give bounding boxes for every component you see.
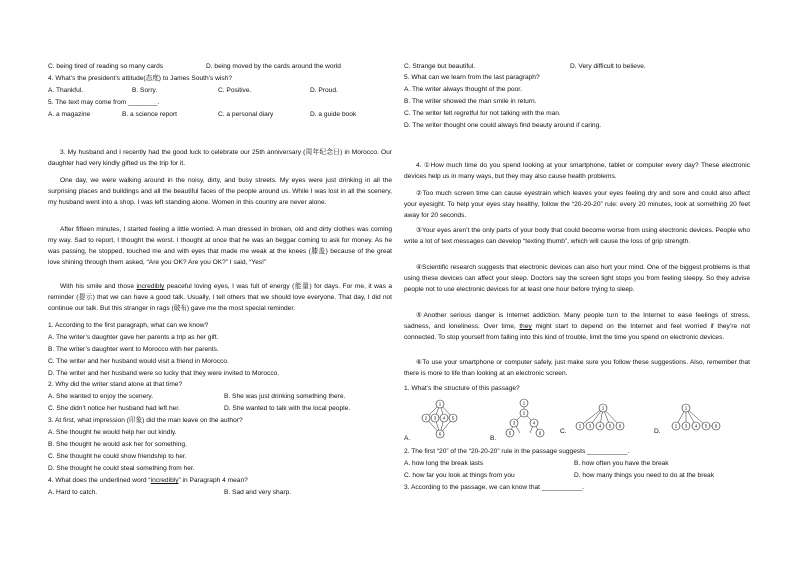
passage-paragraph: One day, we were walking around in the noisy, dirty, and busy streets. My eyes were just drinking in all the surprising places and buildings and all the beautiful faces of the people around us. While I was lost in all the scenery, my husband went into a shop. I was left standing alone. Women in this country are never alone. <box>48 177 392 206</box>
passage-paragraph: ③Your eyes aren’t the only parts of your body that could become worse from using electronic devices. People who write a lot of text messages can develop “texting thumb”, which will cause the loss of grip strength. <box>404 227 750 245</box>
passage-paragraph: 4. ①How much time do you spend looking at your smartphone, tablet or computer every day? These electronic devices help us in many ways, but they may also cause health problems. <box>404 162 750 180</box>
question-2: 2. Why did the writer stand alone at that time? <box>48 381 183 388</box>
structure-diagram-c <box>570 400 632 436</box>
option: C. Positive. <box>218 87 252 94</box>
text-span: With his smile and those <box>60 283 137 290</box>
node <box>536 429 544 437</box>
option: C. The writer felt regretful for not talking with the man. <box>404 110 561 117</box>
node <box>606 422 614 430</box>
node-label: 5 <box>451 415 455 421</box>
node-label: 4 <box>694 423 698 429</box>
node-label: 2 <box>674 423 678 429</box>
option: D. being moved by the cards around the world <box>206 63 341 70</box>
option: A. a magazine <box>48 111 91 118</box>
text-span: peaceful loving eyes, I was full of energy (能量) for days. For me, it was a reminder (提示) that we can have a good talk. Usually, I tell others that we should love everyone. That day, I did not continue our talk. But this stranger in rags (破布) gave me the most special reminder. <box>48 283 393 312</box>
passage-paragraph: 3. My husband and I recently had the good luck to celebrate our 25th anniversary (周年纪念日) in Morocco. Our daughter had very kindly gifted us the trip for it. <box>48 149 392 167</box>
option: C. She thought he could show friendship to her. <box>48 453 187 460</box>
option: D. She thought he could steal something from her. <box>48 465 195 472</box>
node-label: 1 <box>601 405 605 411</box>
text-span: might start to depend on the Internet and feel worried if they’re not connected. To stop yourself from falling into this kind of trouble, limit the time you spend on electronic devices. <box>404 323 750 341</box>
node-label: 2 <box>578 423 582 429</box>
node-label: 4 <box>598 423 602 429</box>
option: C. how far you look at things from you <box>404 472 515 479</box>
option: C. a personal diary <box>218 111 274 118</box>
option: A. She wanted to enjoy the scenery. <box>48 393 154 400</box>
node <box>436 430 444 438</box>
node-label: 5 <box>704 423 708 429</box>
passage-paragraph <box>404 310 750 343</box>
node-label: 2 <box>424 415 428 421</box>
diagram-label-a: A. <box>404 435 411 442</box>
structure-diagram-a <box>418 397 470 443</box>
node <box>596 422 604 430</box>
node-label: 6 <box>618 423 622 429</box>
question-1: 1. According to the first paragraph, what can we know? <box>48 322 209 329</box>
node <box>712 422 720 430</box>
question-4: 4. What’s the president’s attitude(态度) to James South’s wish? <box>48 75 232 82</box>
option: C. Strange but beautiful. <box>404 63 476 70</box>
node-label: 1 <box>438 401 442 407</box>
option: B. a science report <box>122 111 177 118</box>
option: D. how many things you need to do at the break <box>574 472 715 479</box>
node-label: 5 <box>508 430 512 436</box>
underlined-word: they <box>519 323 532 330</box>
diagram-label-b: B. <box>490 435 497 442</box>
option: B. She thought he would ask her for something. <box>48 441 187 448</box>
node <box>692 422 700 430</box>
node <box>672 422 680 430</box>
option: D. Very difficult to believe. <box>570 63 646 70</box>
option: B. how often you have the break <box>574 460 669 467</box>
node-label: 4 <box>442 415 446 421</box>
question-5: 5. The text may come from ________. <box>48 99 160 106</box>
node <box>520 399 528 407</box>
node-label: 6 <box>438 431 442 437</box>
text-span: 4. What does the underlined word “ <box>48 477 151 484</box>
option: A. Thankful. <box>48 87 84 94</box>
question-3: 3. At first, what impression (印象) did the man leave on the author? <box>48 417 243 424</box>
option: B. Sad and very sharp. <box>224 489 292 496</box>
underlined-word: incredibly <box>136 283 165 290</box>
node-label: 5 <box>608 423 612 429</box>
option: C. being tired of reading so many cards <box>48 63 164 70</box>
question-1: 1. What’s the structure of this passage? <box>404 385 520 392</box>
passage-paragraph: ②Too much screen time can cause eyestrain which leaves your eyes feeling dry and sore and could also affect your eyesight. To help your eyes stay healthy, follow the “20-20-20” rule: every 20 minutes, look at something 20 feet away for 20 seconds. <box>404 190 750 219</box>
question-3: 3. According to the passage, we can know that ___________. <box>404 484 584 491</box>
option: C. She didn’t notice her husband had left her. <box>48 405 180 412</box>
node-label: 1 <box>684 405 688 411</box>
node-label: 3 <box>684 423 688 429</box>
option: A. The writer’s daughter gave her parents a trip as her gift. <box>48 334 219 341</box>
node-label: 6 <box>538 430 542 436</box>
passage-paragraph <box>48 281 392 314</box>
option: C. The writer and her husband would visit a friend in Morocco. <box>48 358 229 365</box>
node <box>520 409 528 417</box>
question-5: 5. What can we learn from the last paragraph? <box>404 74 540 81</box>
diagram-label-c: C. <box>560 428 567 435</box>
option: B. The writer showed the man smile in return. <box>404 98 537 105</box>
option: B. Sorry. <box>132 87 158 94</box>
node <box>422 414 430 422</box>
node <box>530 419 538 427</box>
option: B. The writer’s daughter went to Morocco with her parents. <box>48 346 219 353</box>
question-4b <box>48 477 248 485</box>
structure-diagram-d <box>666 400 728 436</box>
question-2: 2. The first “20” of the “20-20-20” rule in the passage suggests ___________. <box>404 448 630 455</box>
node-label: 3 <box>433 415 437 421</box>
option: A. how long the break lasts <box>404 460 484 467</box>
node <box>599 404 607 412</box>
structure-diagram-b <box>502 397 548 443</box>
underlined-word: incredibly <box>150 477 179 484</box>
node <box>440 414 448 422</box>
node <box>586 422 594 430</box>
node-label: 6 <box>714 423 718 429</box>
node <box>436 400 444 408</box>
node <box>510 419 518 427</box>
passage-paragraph: ④Scientific research suggests that electronic devices can also hurt your mind. One of the biggest problems is that using these devices can affect your sleep. Doctors say the screen light stops you from feeling sleepy. So they advise people not to use electronic devices for at least one hour before trying to sleep. <box>404 264 750 293</box>
passage-paragraph: ⑥To use your smartphone or computer safely, just make sure you follow these suggestions. Also, remember that there is more to life than looking at an electronic screen. <box>404 359 750 377</box>
node <box>702 422 710 430</box>
option: D. She wanted to talk with the local people. <box>224 405 351 412</box>
node <box>682 404 690 412</box>
option: D. The writer and her husband were so lucky that they were invited to Morocco. <box>48 370 280 377</box>
option: D. a guide book <box>310 111 357 118</box>
node <box>576 422 584 430</box>
node <box>449 414 457 422</box>
option: D. Proud. <box>310 87 338 94</box>
node <box>431 414 439 422</box>
option: B. She was just drinking something there. <box>224 393 346 400</box>
node-label: 1 <box>522 400 526 406</box>
node-label: 2 <box>522 410 526 416</box>
text-span: ” in Paragraph 4 mean? <box>178 477 248 484</box>
node <box>506 429 514 437</box>
option: A. Hard to catch. <box>48 489 98 496</box>
option: A. The writer always thought of the poor. <box>404 86 522 93</box>
node-label: 3 <box>588 423 592 429</box>
node <box>682 422 690 430</box>
option: D. The writer thought one could always find beauty around if caring. <box>404 122 602 129</box>
node-label: 4 <box>532 420 536 426</box>
node-label: 3 <box>512 420 516 426</box>
node <box>616 422 624 430</box>
option: A. She thought he would help her out kindly. <box>48 429 177 436</box>
passage-paragraph: After fifteen minutes, I started feeling a little worried. A man dressed in broken, old and dirty clothes was coming my way. Sad to report, I thought the worst. I thought at once that he was an beggar coming to ask for money. As he was passing, he stopped, touched me and with eyes that made me weak at the knees (膝盖) because of the great love shining through them asked, “Are you OK? Are you OK?” I said, “Yes!” <box>48 226 392 266</box>
text-span: ⑤Another serious danger is Internet addiction. Many people turn to the Internet to ease feelings of stress, sadness, and loneliness. Over time, <box>404 312 750 330</box>
diagram-label-d: D. <box>654 428 661 435</box>
